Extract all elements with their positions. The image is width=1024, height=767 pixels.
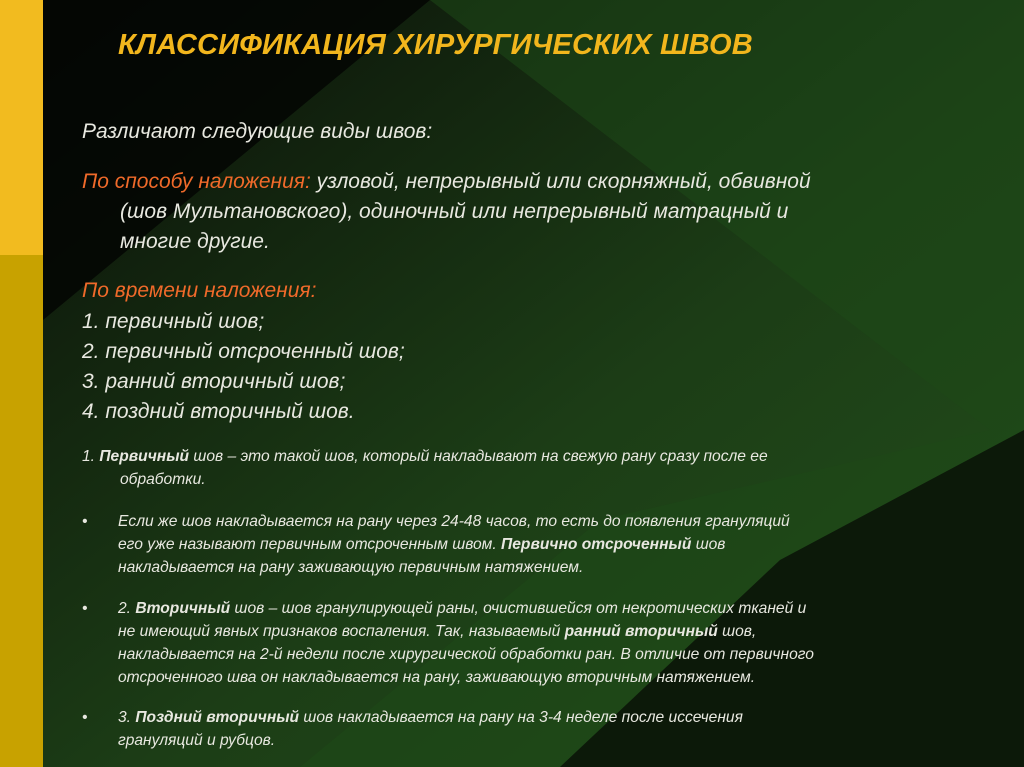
note-term: Поздний вторичный bbox=[135, 709, 300, 726]
note-text: накладывается на 2-й недели после хирургической обработки ран. В отличие от первичного bbox=[118, 646, 814, 663]
note-text: его уже называют первичным отсроченным швом. bbox=[118, 536, 502, 553]
method-paragraph bbox=[82, 167, 987, 257]
note-primary bbox=[82, 445, 987, 491]
note-text: грануляций и рубцов. bbox=[118, 732, 276, 749]
note-term: Первично отсроченный bbox=[501, 536, 692, 553]
method-line3: многие другие. bbox=[120, 230, 270, 253]
sidebar-accent-bottom bbox=[0, 255, 43, 767]
sidebar-accent-top bbox=[0, 0, 43, 255]
bullet-icon: • bbox=[82, 709, 88, 726]
note-number: 1. bbox=[82, 448, 100, 465]
note-number: 2. bbox=[118, 600, 136, 617]
note-text: шов – это такой шов, который накладывают на свежую рану сразу после ее bbox=[189, 448, 768, 465]
timing-item-1: 1. первичный шов; bbox=[82, 310, 265, 333]
note-term: ранний вторичный bbox=[564, 623, 718, 640]
note-text: не имеющий явных признаков воспаления. Так, называемый bbox=[118, 623, 565, 640]
note-text: накладывается на рану заживающую первичным натяжением. bbox=[118, 559, 584, 576]
note-term: Первичный bbox=[99, 448, 190, 465]
timing-item-2: 2. первичный отсроченный шов; bbox=[82, 340, 405, 363]
method-label: По способу наложения: bbox=[82, 170, 311, 193]
note-number: 3. bbox=[118, 709, 136, 726]
method-line2: (шов Мультановского), одиночный или непрерывный матрацный и bbox=[120, 200, 789, 223]
note-term: Вторичный bbox=[135, 600, 231, 617]
timing-item-4: 4. поздний вторичный шов. bbox=[82, 400, 355, 423]
note-delayed-primary bbox=[118, 510, 993, 579]
bullet-icon: • bbox=[82, 600, 88, 617]
note-text: отсроченного шва он накладывается на рану, заживающую вторичным натяжением. bbox=[118, 669, 756, 686]
note-text: шов bbox=[691, 536, 726, 553]
slide-title: КЛАССИФИКАЦИЯ ХИРУРГИЧЕСКИХ ШВОВ bbox=[118, 29, 753, 61]
timing-item-3: 3. ранний вторичный шов; bbox=[82, 370, 346, 393]
note-text: шов, bbox=[717, 623, 757, 640]
note-secondary bbox=[118, 597, 993, 689]
note-text: шов – шов гранулирующей раны, очистившейся от некротических тканей и bbox=[230, 600, 807, 617]
note-text: шов накладывается на рану на 3-4 неделе после иссечения bbox=[299, 709, 743, 726]
method-line1: узловой, непрерывный или скорняжный, обвивной bbox=[310, 170, 811, 193]
note-text: Если же шов накладывается на рану через 24-48 часов, то есть до появления грануляций bbox=[118, 513, 790, 530]
timing-label: По времени наложения: bbox=[82, 279, 317, 302]
note-late-secondary bbox=[118, 706, 993, 752]
bullet-icon: • bbox=[82, 513, 88, 530]
intro-text: Различают следующие виды швов: bbox=[82, 120, 433, 143]
note-text: обработки. bbox=[120, 471, 206, 488]
